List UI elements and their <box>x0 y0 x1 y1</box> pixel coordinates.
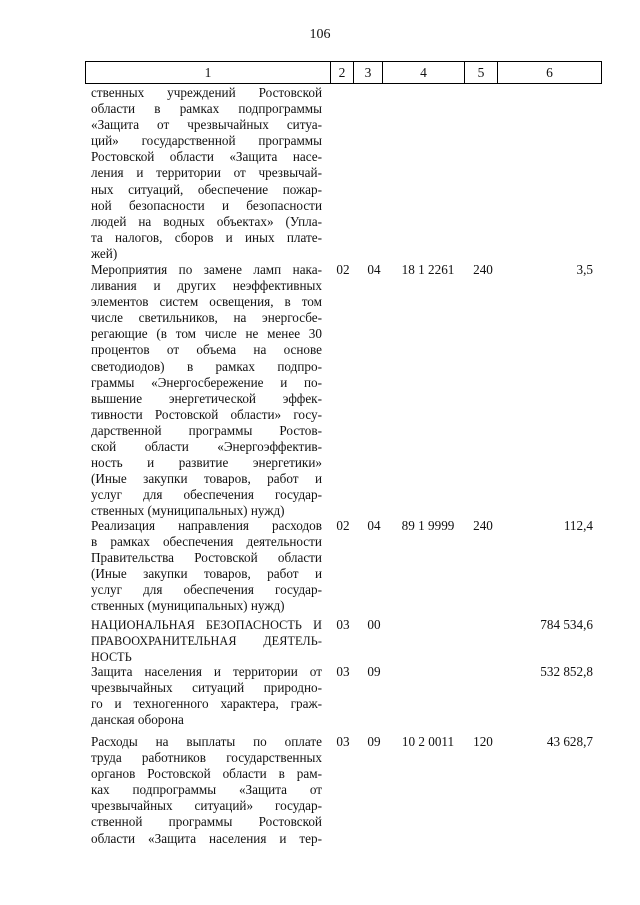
row-description <box>91 664 322 728</box>
description-line: Расходы на выплаты по оплате <box>91 734 322 749</box>
description-line: в рамках обеспечения деятельности <box>91 534 322 550</box>
description-line: та налогов, сборов и иных плате- <box>91 229 322 245</box>
description-line: труда работников государственных <box>91 750 322 766</box>
description-line: чрезвычайных ситуаций» государ- <box>91 798 322 814</box>
description-line: Правительства Ростовской области <box>91 550 322 566</box>
expense-type-code: 120 <box>473 734 493 749</box>
description-line: процентов от объема на основе <box>91 342 322 358</box>
description-line: ственных (муниципальных) нужд) <box>91 503 285 519</box>
table-header <box>85 61 602 84</box>
section-code: 02 <box>336 518 350 533</box>
description-line: Ростовской области «Защита насе- <box>91 149 322 165</box>
section-code: 02 <box>336 262 350 277</box>
description-line: вышение энергетической эффек- <box>91 390 322 406</box>
amount-value: 3,5 <box>576 262 593 277</box>
row-description <box>91 262 322 520</box>
header-col-2: 2 <box>331 62 354 84</box>
expense-type-code: 240 <box>473 262 493 277</box>
header-col-5: 5 <box>465 62 498 84</box>
row-description <box>91 518 322 615</box>
description-line: людей на водных объектах» (Упла- <box>91 213 322 229</box>
row-description <box>91 85 322 262</box>
description-line: органов Ростовской области в рам- <box>91 766 322 782</box>
amount-value: 112,4 <box>563 518 593 533</box>
description-line: области в рамках подпрограммы <box>91 101 322 117</box>
description-line: жей) <box>91 245 118 261</box>
target-article-code: 89 1 9999 <box>401 518 455 533</box>
description-line: ках подпрограммы «Защита от <box>91 782 322 798</box>
header-col-1: 1 <box>86 62 331 84</box>
header-col-3: 3 <box>354 62 383 84</box>
description-line: «Защита от чрезвычайных ситуа- <box>91 117 322 133</box>
subsection-code: 00 <box>367 617 381 632</box>
section-code: 03 <box>336 734 350 749</box>
description-line: ПРАВООХРАНИТЕЛЬНАЯ ДЕЯТЕЛЬ- <box>91 634 322 649</box>
description-line: ления и территории от чрезвычай- <box>91 165 322 181</box>
subsection-code: 04 <box>367 518 381 533</box>
row-description <box>91 734 322 847</box>
description-line: граммы «Энергосбережение и по- <box>91 374 322 390</box>
section-code: 03 <box>336 664 350 679</box>
section-code: 03 <box>336 617 350 632</box>
description-line: (Иные закупки товаров, работ и <box>91 471 322 487</box>
description-line: (Иные закупки товаров, работ и <box>91 566 322 582</box>
description-line: ственной программы Ростовской <box>91 814 322 830</box>
description-line: элементов систем освещения, в том <box>91 294 322 310</box>
header-col-4: 4 <box>383 62 465 84</box>
description-line: дарственной программы Ростов- <box>91 422 322 438</box>
description-line: регающие (в том числе не менее 30 <box>91 326 322 342</box>
description-line: го и техногенного характера, граж- <box>91 696 322 712</box>
description-line: услуг для обеспечения государ- <box>91 582 322 598</box>
description-line: ственных учреждений Ростовской <box>91 85 322 100</box>
target-article-code: 18 1 2261 <box>401 262 455 277</box>
description-line: услуг для обеспечения государ- <box>91 487 322 503</box>
description-line: НАЦИОНАЛЬНАЯ БЕЗОПАСНОСТЬ И <box>91 618 322 632</box>
row-description <box>91 617 322 665</box>
description-line: данская оборона <box>91 712 184 728</box>
description-line: Защита населения и территории от <box>91 664 322 679</box>
description-line: области «Защита населения и тер- <box>91 830 322 846</box>
description-line: числе светильников, на энергосбе- <box>91 310 322 326</box>
page-number: 106 <box>309 27 331 42</box>
description-line: тивности Ростовской области» госу- <box>91 406 322 422</box>
description-line: ливания и других неэффективных <box>91 278 322 294</box>
amount-value: 532 852,8 <box>540 664 593 679</box>
subsection-code: 09 <box>367 664 381 679</box>
header-col-6: 6 <box>498 62 602 84</box>
amount-value: 784 534,6 <box>540 617 593 632</box>
description-line: чрезвычайных ситуаций природно- <box>91 680 322 696</box>
amount-value: 43 628,7 <box>546 734 593 749</box>
description-line: Реализация направления расходов <box>91 518 322 533</box>
description-line: ственных (муниципальных) нужд) <box>91 598 285 614</box>
description-line: ций» государственной программы <box>91 133 322 149</box>
description-line: ной безопасности и безопасности <box>91 197 322 213</box>
description-line: ность и развитие энергетики» <box>91 455 322 471</box>
target-article-code: 10 2 0011 <box>401 734 455 749</box>
description-line: светодиодов) в рамках подпро- <box>91 358 322 374</box>
description-line: НОСТЬ <box>91 650 132 665</box>
expense-type-code: 240 <box>473 518 493 533</box>
description-line: Мероприятия по замене ламп нака- <box>91 262 322 277</box>
subsection-code: 04 <box>367 262 381 277</box>
subsection-code: 09 <box>367 734 381 749</box>
description-line: ской области «Энергоэффектив- <box>91 439 322 455</box>
description-line: ных ситуаций, обеспечение пожар- <box>91 181 322 197</box>
